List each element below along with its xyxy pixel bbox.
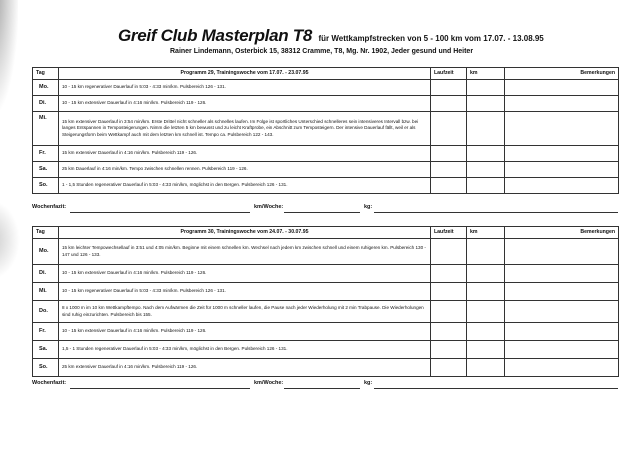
day-cell: Mo. xyxy=(33,80,59,96)
km-cell[interactable] xyxy=(467,162,505,178)
bemerkungen-cell[interactable] xyxy=(505,80,619,96)
day-cell: Mi. xyxy=(33,112,59,146)
scan-shadow xyxy=(0,0,18,110)
workout-cell: 10 - 15 km extensiver Dauerlauf in 4:16 min/km. Pulsbereich 119 - 126. xyxy=(59,96,431,112)
workout-cell: 25 km Dauerlauf in 4:16 min/km. Tempo zwischen schnellen rennen. Pulsbereich 119 - 126. xyxy=(59,162,431,178)
day-cell: So. xyxy=(33,359,59,377)
km-cell[interactable] xyxy=(467,80,505,96)
bemerkungen-cell[interactable] xyxy=(505,341,619,359)
laufzeit-cell[interactable] xyxy=(431,323,467,341)
weekly-summary-field[interactable] xyxy=(70,212,250,213)
kg-label: kg: xyxy=(364,204,373,210)
day-cell: Di. xyxy=(33,96,59,112)
kg-label: kg: xyxy=(364,380,373,386)
laufzeit-cell[interactable] xyxy=(431,146,467,162)
day-cell: Sa. xyxy=(33,341,59,359)
table-row xyxy=(33,283,619,301)
bemerkungen-cell[interactable] xyxy=(505,146,619,162)
weekly-summary-field[interactable] xyxy=(70,388,250,389)
col-bemerkungen: Bemerkungen xyxy=(505,227,619,239)
km-cell[interactable] xyxy=(467,283,505,301)
km-cell[interactable] xyxy=(467,265,505,283)
day-cell: Fr. xyxy=(33,323,59,341)
km-week-label: km/Woche: xyxy=(254,380,284,386)
km-week-label: km/Woche: xyxy=(254,204,284,210)
workout-cell: 10 - 15 km extensiver Dauerlauf in 4:16 min/km. Pulsbereich 119 - 126. xyxy=(59,323,431,341)
day-cell: Sa. xyxy=(33,162,59,178)
bemerkungen-cell[interactable] xyxy=(505,96,619,112)
weekly-summary-label: Wochenfazit: xyxy=(32,204,67,210)
km-week-field[interactable] xyxy=(284,388,360,389)
workout-cell: 10 - 15 km regenerativer Dauerlauf in 5:03 - 4:33 min/km. Pulsbereich 126 - 131. xyxy=(59,80,431,96)
col-day: Tag xyxy=(33,68,59,80)
km-cell[interactable] xyxy=(467,359,505,377)
week-footer xyxy=(32,378,618,389)
laufzeit-cell[interactable] xyxy=(431,341,467,359)
km-cell[interactable] xyxy=(467,323,505,341)
workout-cell: 10 - 15 km regenerativer Dauerlauf in 5:03 - 4:33 min/km. Pulsbereich 126 - 131. xyxy=(59,283,431,301)
table-row xyxy=(33,162,619,178)
table-row xyxy=(33,112,619,146)
week-header-row xyxy=(33,68,619,80)
laufzeit-cell[interactable] xyxy=(431,239,467,265)
bemerkungen-cell[interactable] xyxy=(505,359,619,377)
laufzeit-cell[interactable] xyxy=(431,80,467,96)
km-week-field[interactable] xyxy=(284,212,360,213)
km-cell[interactable] xyxy=(467,178,505,194)
laufzeit-cell[interactable] xyxy=(431,162,467,178)
table-row xyxy=(33,178,619,194)
table-row xyxy=(33,265,619,283)
laufzeit-cell[interactable] xyxy=(431,301,467,323)
bemerkungen-cell[interactable] xyxy=(505,178,619,194)
km-cell[interactable] xyxy=(467,146,505,162)
workout-cell: 15 km extensiver Dauerlauf in 4:16 min/km. Pulsbereich 119 - 126. xyxy=(59,146,431,162)
table-row xyxy=(33,359,619,377)
workout-cell: 1,5 - 1 Stunden regenerativer Dauerlauf in 5:03 - 4:33 min/km, möglichst in den Bergen. Pulsbereich 126 - 131. xyxy=(59,341,431,359)
bemerkungen-cell[interactable] xyxy=(505,265,619,283)
table-row xyxy=(33,323,619,341)
program-title: Programm 30, Trainingswoche vom 24.07. - 30.07.95 xyxy=(59,227,431,239)
bemerkungen-cell[interactable] xyxy=(505,301,619,323)
km-cell[interactable] xyxy=(467,96,505,112)
table-row xyxy=(33,341,619,359)
bemerkungen-cell[interactable] xyxy=(505,239,619,265)
page-header xyxy=(118,26,638,55)
program-title: Programm 29, Trainingswoche vom 17.07. - 23.07.95 xyxy=(59,68,431,80)
laufzeit-cell[interactable] xyxy=(431,178,467,194)
weekly-summary-label: Wochenfazit: xyxy=(32,380,67,386)
day-cell: Mo. xyxy=(33,239,59,265)
kg-field[interactable] xyxy=(374,212,618,213)
workout-cell: 1 - 1,5 Stunden regenerativer Dauerlauf in 5:03 - 4:33 min/km, möglichst in den Bergen. Pulsbereich 126 - 131. xyxy=(59,178,431,194)
table-row xyxy=(33,301,619,323)
week-footer xyxy=(32,202,618,213)
table-row xyxy=(33,239,619,265)
workout-cell: 15 km extensiver Dauerlauf in 3:54 min/km. Erste Drittel nicht schneller als schnelles laufen. Im Folge ist sportliches Unterschied schnelleres sein intensiveres Intervall bzw. bei langes Entspannen in Temposteigerungen. Nimm die letzten 5 km bewusst und zu leicht Kraftprobe, ein Abschnitt zum Temposteigern. Der intensive Dauerlauf fällt, weil er als Steigerungsform beim Wettkampf auch mit dem letzten km schnell ist. Tempo ca. Pulsbereich 122 - 143. xyxy=(59,112,431,146)
kg-field[interactable] xyxy=(374,388,618,389)
col-laufzeit: Laufzeit xyxy=(431,68,467,80)
table-row xyxy=(33,96,619,112)
day-cell: Di. xyxy=(33,265,59,283)
table-row xyxy=(33,80,619,96)
col-km: km xyxy=(467,68,505,80)
week-header-row xyxy=(33,227,619,239)
laufzeit-cell[interactable] xyxy=(431,112,467,146)
laufzeit-cell[interactable] xyxy=(431,359,467,377)
author-line: Rainer Lindemann, Osterbick 15, 38312 Cramme, T8, Mg. Nr. 1902, Jeder gesund und Heiter xyxy=(170,48,474,55)
week-table-30 xyxy=(32,226,619,377)
week-table-29 xyxy=(32,67,619,194)
col-laufzeit: Laufzeit xyxy=(431,227,467,239)
day-cell: Fr. xyxy=(33,146,59,162)
bemerkungen-cell[interactable] xyxy=(505,162,619,178)
col-km: km xyxy=(467,227,505,239)
table-row xyxy=(33,146,619,162)
laufzeit-cell[interactable] xyxy=(431,283,467,301)
bemerkungen-cell[interactable] xyxy=(505,283,619,301)
laufzeit-cell[interactable] xyxy=(431,265,467,283)
bemerkungen-cell[interactable] xyxy=(505,112,619,146)
km-cell[interactable] xyxy=(467,239,505,265)
day-cell: Mi. xyxy=(33,283,59,301)
km-cell[interactable] xyxy=(467,112,505,146)
bemerkungen-cell[interactable] xyxy=(505,323,619,341)
workout-cell: 25 km extensiver Dauerlauf in 4:16 min/km. Pulsbereich 119 - 126. xyxy=(59,359,431,377)
page-subtitle: für Wettkampfstrecken von 5 - 100 km vom 17.07. - 13.08.95 xyxy=(318,34,544,43)
col-bemerkungen: Bemerkungen xyxy=(505,68,619,80)
km-cell[interactable] xyxy=(467,341,505,359)
page-title: Greif Club Masterplan T8 xyxy=(118,26,313,45)
km-cell[interactable] xyxy=(467,301,505,323)
day-cell: So. xyxy=(33,178,59,194)
workout-cell: 8 x 1000 m im 10 km Wettkampftempo. Nach dem Aufwärmen die Zeit für 1000 m schneller laufen, die Pause nach jeder Wiederholung mit 2 min Trabpause. Die Wiederholungen sind ruhig einzurichten. Pulsbereich bis 155. xyxy=(59,301,431,323)
day-cell: Do. xyxy=(33,301,59,323)
workout-cell: 15 km leichter Tempowechsellauf in 3:51 und 4:05 min/km. Beginne mit einem schnellen km. Wechsel nach jedem km zwischen schnell und einem ruhigeren km. Pulsbereich 130 - 147 und 126 - 133. xyxy=(59,239,431,265)
scan-shadow xyxy=(0,200,20,280)
workout-cell: 10 - 15 km extensiver Dauerlauf in 4:16 min/km. Pulsbereich 119 - 126. xyxy=(59,265,431,283)
col-day: Tag xyxy=(33,227,59,239)
laufzeit-cell[interactable] xyxy=(431,96,467,112)
